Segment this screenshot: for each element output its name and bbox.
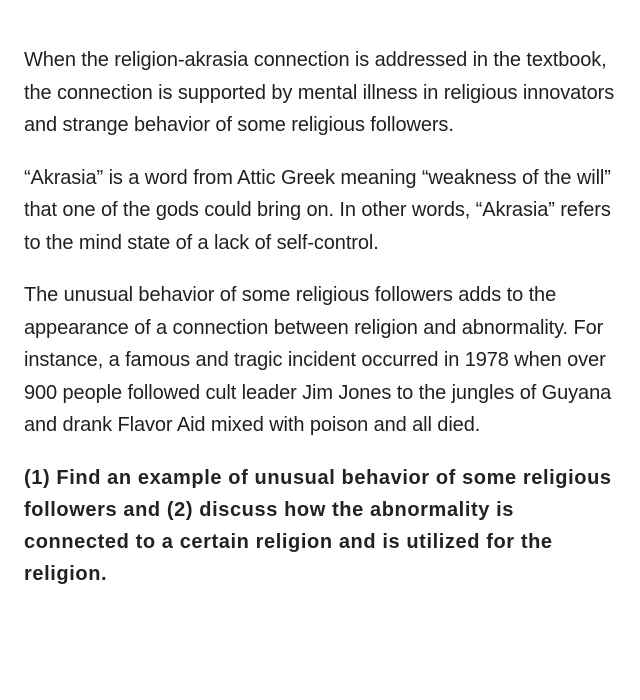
paragraph-unusual-behavior: The unusual behavior of some religious followers adds to the appearance of a connection between religion and abnormality. For instance, a famous and tragic incident occurred in 1978 when over 900 people followed cult leader Jim Jones to the jungles of Guyana and drank Flavor Aid mixed with poison and all died. (24, 284, 612, 436)
question-prompt: (1) Find an example of unusual behavior of some religious followers and (2) discuss how the abnormality is connected to a certain religion and is utilized for the religion. (24, 466, 612, 585)
document-body (24, 44, 616, 590)
paragraph-akrasia-definition: “Akrasia” is a word from Attic Greek meaning “weakness of the will” that one of the gods could bring on. In other words, “Akrasia” refers to the mind state of a lack of self-control. (24, 166, 611, 254)
paragraph-religion-akrasia: When the religion-akrasia connection is addressed in the textbook, the connection is supported by mental illness in religious innovators and strange behavior of some religious followers. (24, 49, 615, 136)
